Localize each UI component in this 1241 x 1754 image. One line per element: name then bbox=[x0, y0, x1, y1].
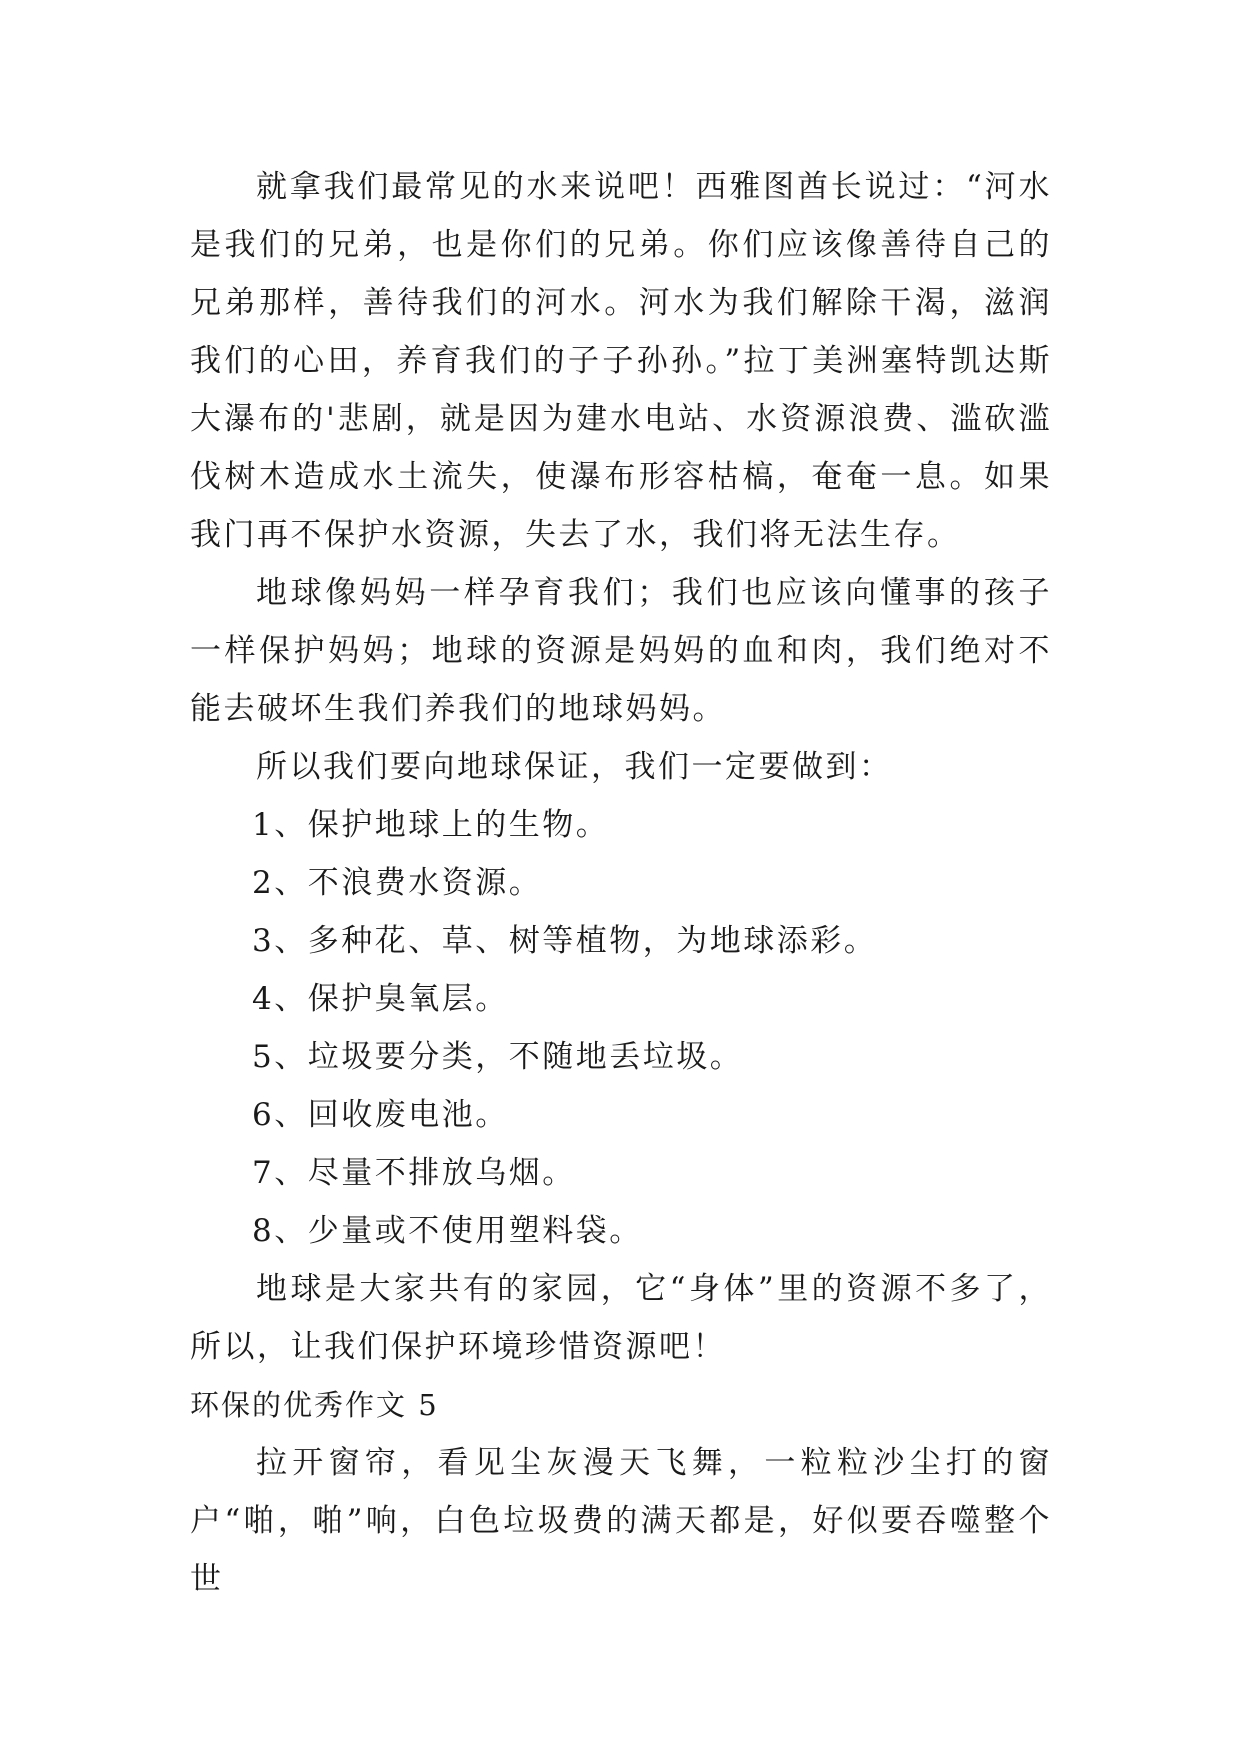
list-item: 2、不浪费水资源。 bbox=[252, 865, 543, 901]
promise-list bbox=[190, 796, 1052, 1260]
list-item: 8、少量或不使用塑料袋。 bbox=[252, 1213, 643, 1249]
paragraph-closing: 地球是大家共有的家园，它“身体”里的资源不多了，所以，让我们保护环境珍惜资源吧！ bbox=[190, 1271, 1052, 1365]
paragraph-earth-mother: 地球像妈妈一样孕育我们；我们也应该向懂事的孩子一样保护妈妈；地球的资源是妈妈的血和肉，我们绝对不能去破坏生我们养我们的地球妈妈。 bbox=[190, 575, 1052, 727]
paragraph-promise: 所以我们要向地球保证，我们一定要做到： bbox=[256, 749, 893, 785]
paragraph-water: 就拿我们最常见的水来说吧！西雅图酋长说过：“河水是我们的兄弟，也是你们的兄弟。你们应该像善待自己的兄弟那样，善待我们的河水。河水为我们解除干渴，滋润我们的心田，养育我们的子子孙孙。”拉丁美洲塞特凯达斯大瀑布的'悲剧，就是因为建水电站、水资源浪费、滥砍滥伐树木造成水土流失，使瀑布形容枯槁，奄奄一息。如果我门再不保护水资源，失去了水，我们将无法生存。 bbox=[190, 169, 1052, 553]
section-heading: 环保的优秀作文 5 bbox=[190, 1388, 439, 1422]
list-item: 5、垃圾要分类，不随地丢垃圾。 bbox=[252, 1039, 744, 1075]
list-item: 1、保护地球上的生物。 bbox=[252, 807, 610, 843]
list-item: 4、保护臭氧层。 bbox=[252, 981, 509, 1017]
list-item: 7、尽量不排放乌烟。 bbox=[252, 1155, 576, 1191]
list-item: 3、多种花、草、树等植物，为地球添彩。 bbox=[252, 923, 878, 959]
list-item: 6、回收废电池。 bbox=[252, 1097, 509, 1133]
document-body bbox=[190, 158, 1052, 1608]
paragraph-next: 拉开窗帘，看见尘灰漫天飞舞，一粒粒沙尘打的窗户“啪，啪”响，白色垃圾费的满天都是，好似要吞噬整个世 bbox=[190, 1445, 1052, 1597]
